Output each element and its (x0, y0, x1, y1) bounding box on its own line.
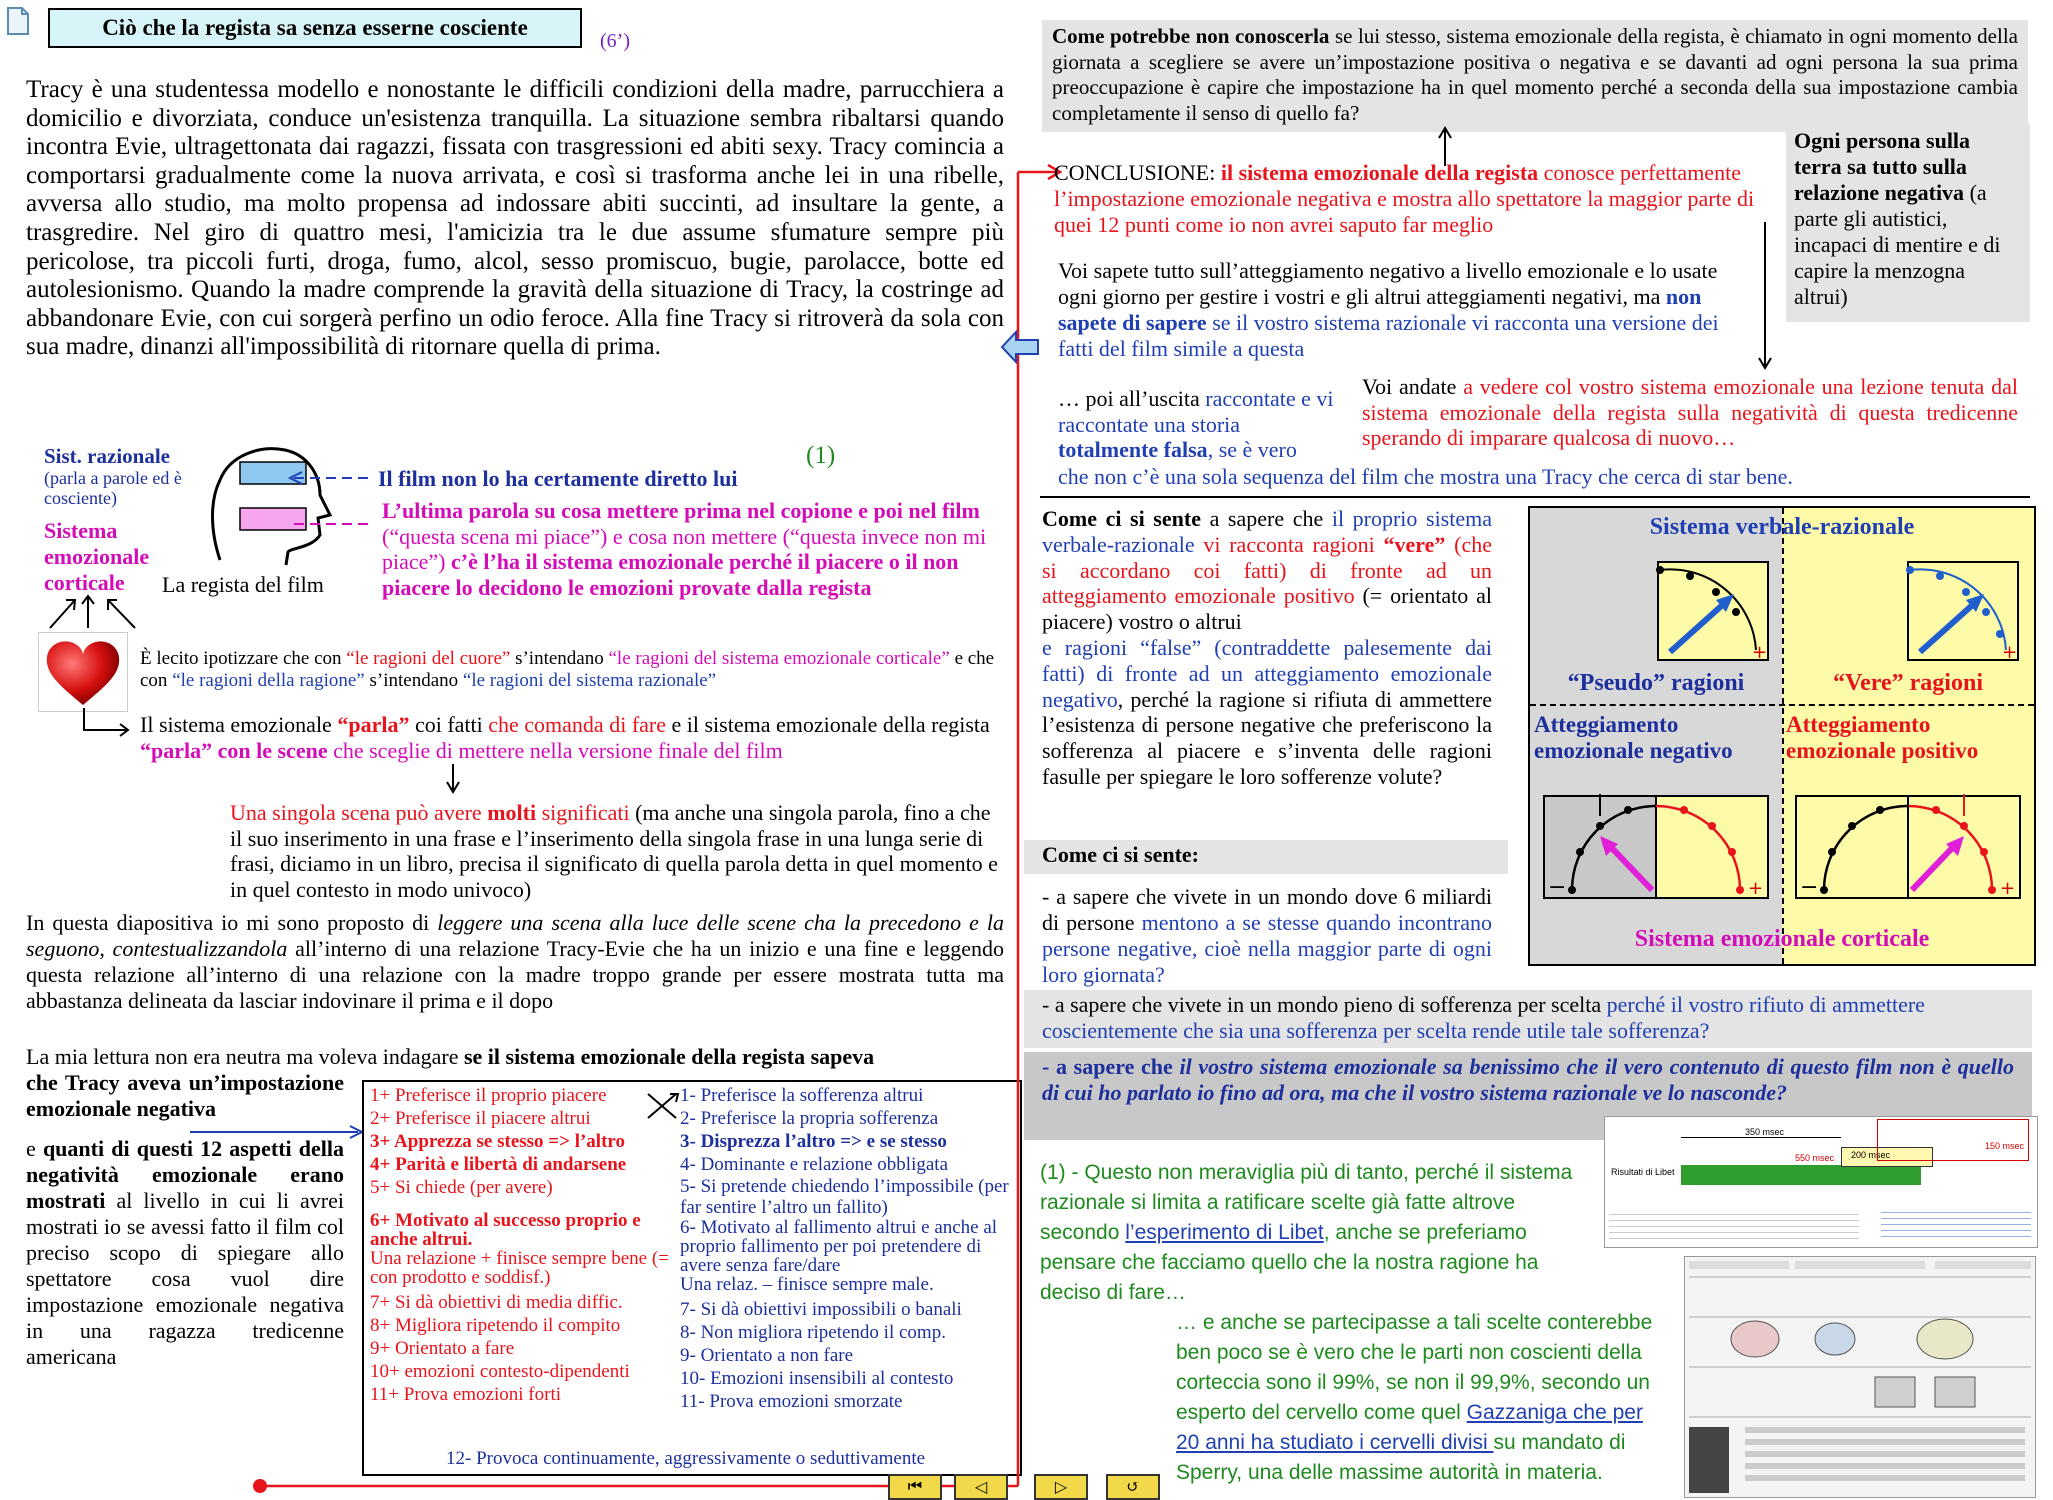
aspect-right-4: 4- Dominante e relazione obbligata (680, 1154, 949, 1175)
poi-d: , se è vero (1207, 437, 1297, 462)
speaks-e: e il sistema emozionale della regista (666, 712, 990, 737)
vere-gauge-icon (1906, 560, 2022, 664)
sidebar-box (1786, 124, 2030, 322)
pseudo-gauge-icon (1656, 560, 1772, 664)
aspect-right-6: 6- Motivato al fallimento altrui e anche al proprio fallimento per poi pretendere di avere senza fare/dare (680, 1217, 998, 1276)
heart-text-g: s’intendano (364, 670, 463, 691)
aspect-right-10: 10- Emozioni insensibili al contesto (680, 1368, 954, 1389)
note-1-a: (1) - Questo non meraviglia più di tanto, perché il sistema razionale si limita a ratificare scelte già fatte altrove secondo (1040, 1161, 1573, 1244)
voi-andate-paragraph (1362, 374, 2018, 451)
aspect-left-5: 5+ Si chiede (per avere) (370, 1177, 553, 1198)
document-icon (6, 6, 30, 36)
last-word-part-1: L’ultima parola su cosa mettere prima nel copione e poi nel film (382, 498, 980, 523)
footnote-marker: (1) (806, 442, 836, 469)
ccss2-p1b: mentono a se stesse quando incontrano persone negative, cioè nella maggior parte di ogni loro giornata? (1042, 910, 1492, 987)
lettura-d: e (26, 1136, 43, 1161)
lettura-b: se il sistema emozionale della regista sapeva (463, 1044, 875, 1069)
note-1-d: su mandato di Sperry, una delle massime autorità in materia. (1176, 1431, 1626, 1484)
ccss2-p3a: - a sapere che (1042, 1054, 1180, 1079)
aspect-left-6: 6+ Motivato al successo proprio e anche altrui. (370, 1210, 641, 1250)
libet-bar-1 (1681, 1137, 1841, 1144)
speaks-c: coi fatti (409, 712, 489, 737)
speaks-d: che comanda di fare (488, 712, 666, 737)
aspect-right-11: 11- Prova emozioni smorzate (680, 1391, 903, 1412)
top-right-a: Come potrebbe non conoscerla (1052, 24, 1330, 48)
middle-divider (1530, 704, 2034, 706)
libet-ms-550: 550 msec (1795, 1153, 1835, 1163)
ccss1-a: Come ci si sente (1042, 506, 1201, 531)
libet-box-red (1877, 1119, 2029, 1161)
voi-sapete-c: se il vostro sistema razionale vi racconta una versione dei fatti del film simile a questa (1058, 310, 1719, 361)
heart-text-c: s’intendano (510, 648, 609, 669)
neg-gauge-icon (1542, 794, 1772, 902)
aspect-left-4: 4+ Parità e libertà di andarsene (370, 1154, 627, 1175)
separator-line (1040, 496, 2030, 498)
nav-prev-button[interactable] (954, 1474, 1008, 1500)
libet-label: Risultati di Libet (1611, 1167, 1675, 1177)
speaks-b: “parla” (337, 712, 410, 737)
ccss1-d: vi racconta ragioni (1194, 531, 1384, 557)
sist-emozionale-label-1: Sistema (44, 518, 118, 543)
sidebar-down-arrow (1758, 222, 1772, 372)
gazzaniga-thumbnail[interactable] (1684, 1256, 2036, 1498)
next-icon: ▷ (1054, 1479, 1068, 1496)
lettura-e: quanti di questi 12 aspetti della negatività emozionale erano mostrati (26, 1136, 345, 1213)
heart-text-h: “le ragioni del sistema razionale” (462, 670, 717, 691)
gazzaniga-link[interactable]: Gazzaniga che per 20 anni ha studiato i cervelli divisi (1176, 1401, 1643, 1454)
sequenza-line: che non c’è una sola sequenza del film che mostra una Tracy che cerca di star bene. (1058, 464, 1793, 489)
svg-text:−: − (1800, 875, 1819, 900)
libet-thumbnail[interactable] (1604, 1116, 2038, 1248)
diapositiva-c: all’interno di una relazione Tracy-Evie che ha un inizio e una fine e leggendo questa relazione all’interno di una relazione con la madre troppo grande per essere mostrata tutta ma abbastanza delineata da lasciar indovinare il prima e il dopo (26, 936, 1004, 1013)
voi-andate-a: Voi andate (1362, 374, 1464, 399)
single-scene-d: (ma anche una singola parola, fino a che il suo inserimento in una frase e l’inserimento della singola frase in una lunga serie di frasi, diciamo in un libro, precisa il significato di quella parola detta in quel momento e in quel contesto in modo univoco) (230, 800, 998, 902)
yellow-diagram (1528, 506, 2036, 966)
top-right-b: se lui stesso, sistema emozionale della regista, è chiamato in ogni momento della giornata a scegliere se avere un’impostazione positiva o negativa e se davanti ad ogni persona la sua prima preoccupazione è capire che impostazione ha in quel momento perché a seconda della sua impostazione cambia completamente il senso di quello fa? (1052, 24, 2018, 125)
heart-text-d: “le ragioni del sistema emozionale corticale” (608, 648, 950, 669)
aspect-left-3: 3+ Apprezza se stesso => l’altro (370, 1131, 625, 1152)
red-connector (250, 160, 1070, 1500)
aspect-12: 12- Provoca continuamente, aggressivamente o seduttivamente (446, 1448, 926, 1469)
note-1-paragraph-c (1176, 1308, 1670, 1488)
conclusione-paragraph (1054, 160, 1778, 238)
libet-ms-200: 200 msec (1851, 1150, 1891, 1160)
prev-icon: ◁ (974, 1479, 988, 1496)
aspect-right-3: 3- Disprezza l’altro => e se stesso (680, 1131, 947, 1152)
slide-title-text: Ciò che la regista sa senza esserne cosciente (102, 15, 528, 40)
aspect-right-7: 7- Si dà obiettivi impossibili o banali (680, 1299, 962, 1320)
time-marker: (6’) (600, 30, 630, 52)
svg-text:−: − (1548, 875, 1567, 900)
sist-razionale-label: Sist. razionale (44, 444, 170, 468)
back-icon: ↺ (1126, 1479, 1140, 1496)
yd-neg-att: Atteggiamento emozionale negativo (1534, 712, 1733, 763)
conclusione-c: conosce perfettamente l’impostazione emozionale negativa e mostra allo spettatore la maggior parte di quei 12 punti come io non avrei saputo far meglio (1054, 160, 1755, 237)
yd-vere: “Vere” ragioni (1833, 670, 1983, 696)
conclusione-b: il sistema emozionale della regista (1220, 160, 1539, 185)
note-1-b: , anche se preferiamo pensare che facciamo quello che la nostra ragione ha deciso di fare… (1040, 1221, 1539, 1304)
single-scene-a: Una singola scena può avere (230, 800, 488, 825)
svg-text:+: + (2000, 878, 2016, 899)
l-arrow (80, 708, 132, 738)
ccss2-p1a: - a sapere che vivete in un mondo dove 6 miliardi di persone (1042, 884, 1492, 935)
aspect-right-5: 5- Si pretende chiedendo l’impossibile (per far sentire l’altro un fallito) (680, 1176, 1009, 1218)
slide-title (48, 8, 582, 48)
heart-icon (38, 632, 128, 712)
ccss1-i: , perché la ragione si rifiuta di ammettere l’esistenza di persone negative che preferiscono la sofferenza al piacere e s’inventa delle ragioni fasulle per spiegare le loro sofferenze volute? (1042, 686, 1492, 789)
speaks-g: che sceglie di mettere nella versione finale del film (327, 737, 783, 763)
sidebar-a: Ogni persona sulla terra sa tutto sulla relazione negativa (1794, 128, 1971, 205)
ccss2-head: Come ci si sente: (1042, 842, 1200, 867)
voi-sapete-b: non sapete di sapere (1058, 284, 1702, 335)
yd-title-top: Sistema verbale-razionale (1649, 514, 1915, 540)
svg-text:+: + (1752, 642, 1768, 663)
aspect-right-1: 1- Preferisce la sofferenza altrui (680, 1085, 924, 1106)
last-word-part-3: c’è l’ha il sistema emozionale perché il piacere o il non piacere lo decidono le emozioni provate dalla regista (382, 549, 959, 600)
heart-text-e: e che con (140, 648, 995, 691)
ccss2-p1 (1042, 884, 1492, 988)
ccss2-p2b: perché il vostro rifiuto di ammettere coscientemente che sia una sofferenza per scelta rende utile tale sofferenza? (1042, 992, 1925, 1043)
aspect-right-9: 9- Orientato a non fare (680, 1345, 854, 1366)
lettura-c: che Tracy aveva un’impostazione emozionale negativa (26, 1070, 344, 1121)
voi-sapete-paragraph (1058, 258, 1738, 362)
heart-text-b: “le ragioni del cuore” (346, 648, 511, 669)
aspect-right-2: 2- Preferisce la propria sofferenza (680, 1108, 939, 1129)
arrows-up-icon (40, 588, 150, 630)
voi-sapete-a: Voi sapete tutto sull’atteggiamento negativo a livello emozionale e lo usate ogni giorno per gestire i vostri e gli altrui atteggiamenti negativi, ma (1058, 258, 1718, 309)
ccss2-p2a: - a sapere che vivete in un mondo pieno di sofferenza per scelta (1042, 992, 1607, 1017)
last-word-part-2: (“questa scena mi piace”) e cosa non mettere (“questa invece non mi piace”) (382, 523, 987, 574)
aspect-left-10: 10+ emozioni contesto-dipendenti (370, 1361, 630, 1382)
film-not-directed: Il film non lo ha certamente diretto lui (378, 466, 738, 491)
ccss1-h: e ragioni “false” (contraddette palesemente dai fatti) di fronte ad un atteggiamento emozionale negativo (1042, 634, 1492, 712)
ccss2-p3b: il vostro sistema emozionale sa benissimo che il vero contenuto di questo film non è quello di cui ho parlato io fino ad ora, ma che il vostro sistema razionale ve lo nasconde? (1042, 1054, 2014, 1105)
libet-bar-green (1681, 1165, 1921, 1185)
aspect-left-1: 1+ Preferisce il proprio piacere (370, 1085, 607, 1106)
libet-box-bottom-left (1609, 1209, 1859, 1239)
note-1-paragraph-a (1040, 1158, 1580, 1308)
aspect-left-7: 7+ Si dà obiettivi di media diffic. (370, 1292, 623, 1313)
aspect-left-2: 2+ Preferisce il piacere altrui (370, 1108, 591, 1129)
yd-pseudo: “Pseudo” ragioni (1567, 670, 1745, 696)
poi-b: raccontate e vi raccontate una storia (1058, 386, 1334, 437)
voi-andate-b: a vedere col vostro sistema emozionale una lezione tenuta dal sistema emozionale della regista sulla negatività di questa tredicenne sperando di imparare qualcosa di nuovo… (1362, 374, 2018, 450)
first-icon: ⏮ (907, 1478, 923, 1495)
ccss2-head-box (1024, 840, 1508, 874)
aspect-right-6b: Una relaz. – finisce sempre male. (680, 1274, 934, 1295)
lettura-a: La mia lettura non era neutra ma voleva indagare (26, 1044, 464, 1069)
yd-pos-att: Atteggiamento emozionale positivo (1786, 712, 1979, 763)
single-scene-c: significati (536, 800, 630, 825)
nav-first-button[interactable] (888, 1474, 942, 1500)
libet-ms-350: 350 msec (1745, 1127, 1785, 1137)
aspect-left-6b: Una relazione + finisce sempre bene (= con prodotto e soddisf.) (370, 1248, 669, 1288)
ccss1-f: (che si accordano coi fatti) di fronte ad un atteggiamento emozionale positivo (1042, 531, 1492, 609)
ccss1-e: “vere” (1383, 531, 1446, 557)
poi-paragraph (1058, 386, 1334, 463)
block-arrow-left-icon (1000, 330, 1040, 364)
pos-gauge-icon (1794, 794, 2024, 902)
poi-c: totalmente falsa (1058, 437, 1208, 462)
heart-text-a: È lecito ipotizzare che con (140, 648, 347, 669)
ccss1-b: a sapere che (1200, 506, 1332, 531)
libet-link[interactable]: l’esperimento di Libet (1125, 1221, 1324, 1244)
ccss1-g: (= orientato al piacere) vostro o altrui (1042, 583, 1492, 635)
regista-label: La regista del film (162, 572, 324, 597)
heart-text-f: “le ragioni della ragione” (172, 670, 365, 691)
libet-ms-150: 150 msec (1985, 1141, 2025, 1151)
lettura-f: al livello in cui li avrei mostrati io se avessi fatto il film col preciso scopo di spiegare allo spettatore cosa vuol dire impostazione emozionale negativa in una ragazza tredicenne americana (26, 1188, 344, 1369)
note-1-c: … e anche se partecipasse a tali scelte conterebbe ben poco se è vero che le parti non coscienti della corteccia sono il 99%, se non il 99,9%, secondo un esperto del cervello come quel (1176, 1311, 1653, 1424)
sist-emozionale-label-3: corticale (44, 570, 125, 595)
single-scene-b: molti (487, 800, 537, 825)
brain-collage-icon (1685, 1257, 2035, 1497)
diapositiva-b: leggere una scena alla luce delle scene cha la precedono e la seguono, contestualizzandola (26, 910, 1004, 961)
aspect-left-9: 9+ Orientato a fare (370, 1338, 515, 1359)
diapositiva-a: In questa diapositiva io mi sono proposto di (26, 910, 438, 935)
sist-razionale-note: (parla a parole ed è cosciente) (44, 468, 182, 508)
ccss1-c: il proprio sistema verbale-razionale (1042, 506, 1492, 557)
nav-back-button[interactable] (1106, 1474, 1160, 1500)
speaks-a: Il sistema emozionale (140, 712, 338, 737)
come-ci-si-sente-1 (1042, 506, 1492, 790)
aspect-left-8: 8+ Migliora ripetendo il compito (370, 1315, 621, 1336)
yd-title-bottom: Sistema emozionale corticale (1634, 926, 1930, 952)
ccss2-p2-box (1024, 990, 2032, 1048)
conclusione-a: CONCLUSIONE: (1054, 160, 1221, 185)
nav-next-button[interactable] (1034, 1474, 1088, 1500)
libet-box-bottom-right (1881, 1207, 2031, 1241)
aspect-right-8: 8- Non migliora ripetendo il comp. (680, 1322, 946, 1343)
poi-a: … poi all’uscita (1058, 386, 1206, 411)
speaks-f: “parla” con le scene (140, 737, 328, 763)
sist-emozionale-label-2: emozionale (44, 544, 150, 569)
sidebar-b: (a parte gli autistici, incapaci di mentire e di capire la menzogna altrui) (1794, 180, 2001, 309)
aspect-left-11: 11+ Prova emozioni forti (370, 1384, 562, 1405)
svg-text:+: + (1748, 878, 1764, 899)
top-right-box (1042, 20, 2028, 132)
center-divider (1782, 508, 1784, 964)
svg-text:+: + (2002, 642, 2018, 663)
synopsis: Tracy è una studentessa modello e nonostante le difficili condizioni della madre, parrucchiera a domicilio e divorziata, conduce un'esistenza tranquilla. La situazione sembra ribaltarsi quando incontra Evie, ultragettonata dai ragazzi, fissata con trasgressioni ed abiti sexy. Tracy comincia a comportarsi gradualmente come la nuova arrivata, e così si trasforma anche lei in una ribelle, avversa allo studio, ma molto propensa ad indossare abiti succinti, ad insultare la gente, a trasgredire. Nel giro di quattro mesi, l'amicizia tra le due assume sfumature sempre più pericolose, tra piccoli furti, droga, fumo, alcol, sesso promiscuo, bugie, parolacce, botte ed autolesionismo. Quando la madre comprende la gravità della situazione di Tracy, la costringe ad abbandonare Evie, con cui sorgerà perfino un odio feroce. Alla fine Tracy si ritroverà da sola con sua madre, dinanzi all'impossibilità di ritornare quella di prima. (26, 76, 1004, 361)
